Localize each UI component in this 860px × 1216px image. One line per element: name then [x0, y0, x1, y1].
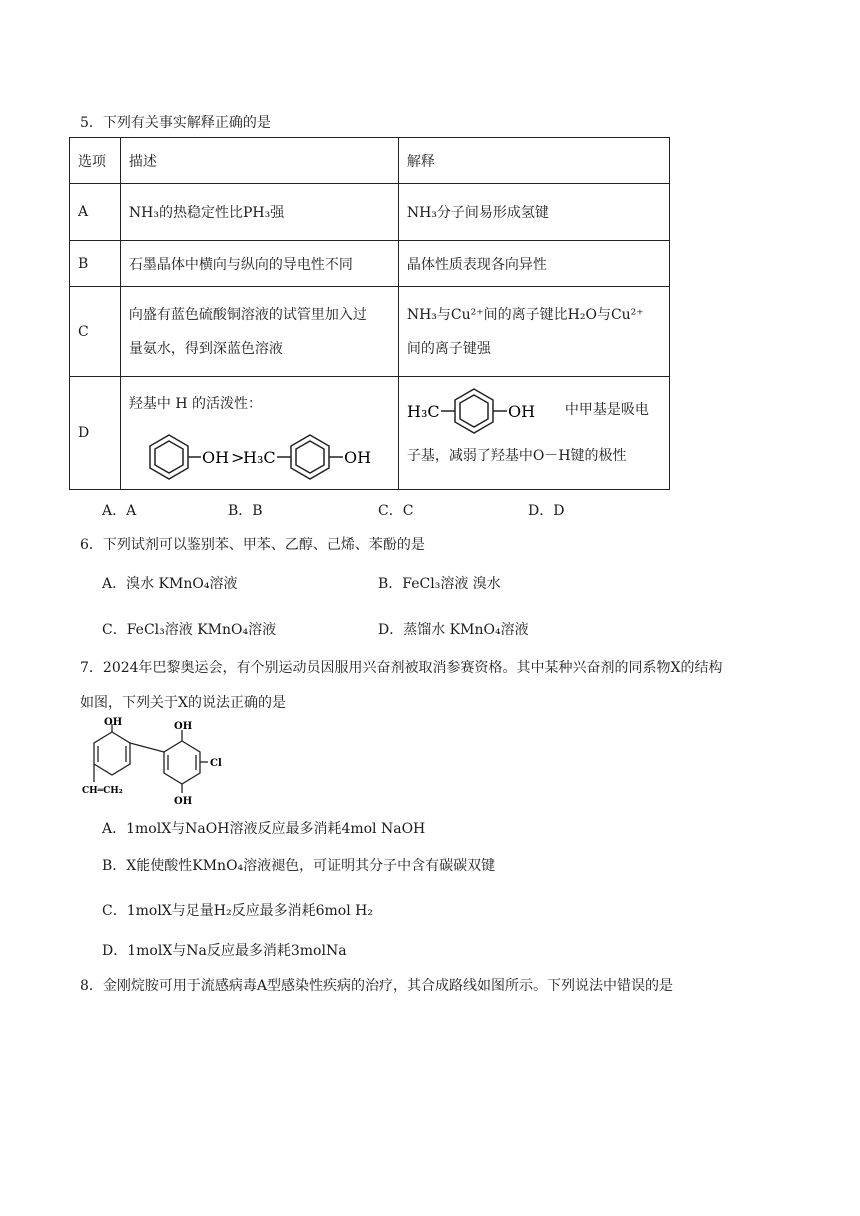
row-explanation [398, 377, 669, 490]
oh-label: OH [201, 448, 229, 467]
choice-a: A．1molX与NaOH溶液反应最多消耗4mol NaOH [102, 821, 426, 837]
choice-c: C．1molX与足量H₂反应最多消耗6mol H₂ [102, 903, 373, 919]
table-row [70, 287, 670, 377]
choice-b: B．B [228, 503, 263, 519]
row-description [120, 377, 398, 490]
benzene-ring-icon [291, 435, 329, 479]
choice-c: C．C [378, 503, 414, 519]
choice-d: D．1molX与Na反应最多消耗3molNa [102, 943, 347, 959]
q5-stem: 5．下列有关事实解释正确的是 [80, 115, 271, 131]
cl-label: Cl [210, 758, 222, 769]
benzene-ring-icon [150, 435, 188, 479]
expl-line: NH₃与Cu²⁺间的离子键比H₂O与Cu²⁺ [406, 306, 644, 323]
row-explanation: NH₃分子间易形成氢键 [398, 184, 669, 241]
choice-d: D．蒸馏水 KMnO₄溶液 [378, 622, 529, 638]
q6-stem: 6．下列试剂可以鉴别苯、甲苯、乙醇、己烯、苯酚的是 [80, 537, 425, 553]
desc-line: 向盛有蓝色硫酸铜溶液的试管里加入过 [128, 306, 367, 323]
header-description: 描述 [120, 138, 398, 184]
q7-stem-line2: 如图，下列关于X的说法正确的是 [80, 695, 286, 711]
h3c-label: H₃C [406, 402, 440, 421]
choice-a: A．A [102, 503, 137, 519]
row-option: A [70, 184, 121, 241]
vinyl-label: CH═CH₂ [82, 786, 123, 796]
left-ring-icon [94, 732, 130, 775]
row-description [120, 287, 398, 377]
table-row [70, 377, 670, 490]
oh-label: OH [174, 721, 193, 732]
choice-d: D．D [528, 503, 565, 519]
phenol-comparison-structure [127, 423, 389, 483]
q8-stem: 8．金刚烷胺可用于流感病毒A型感染性疾病的治疗，其合成路线如图所示。下列说法中错误的是 [80, 978, 674, 994]
benzene-ring-icon [455, 389, 493, 433]
q7-stem-line1: 7．2024年巴黎奥运会，有个别运动员因服用兴奋剂被取消参赛资格。其中某种兴奋剂的同系物X的结构 [80, 660, 723, 676]
h3c-label: H₃C [242, 448, 276, 467]
choice-c: C．FeCl₃溶液 KMnO₄溶液 [102, 622, 277, 638]
row-description: 石墨晶体中横向与纵向的导电性不同 [120, 241, 398, 287]
expl-line: 子基，减弱了羟基中O－H键的极性 [406, 448, 627, 464]
choice-a: A．溴水 KMnO₄溶液 [102, 576, 238, 592]
greater-than-label: > [230, 448, 245, 467]
oh-label: OH [174, 796, 193, 807]
header-explanation: 解释 [398, 138, 669, 184]
row-description: NH₃的热稳定性比PH₃强 [120, 184, 398, 241]
row-explanation [398, 287, 669, 377]
oh-label: OH [507, 402, 535, 421]
table-row [70, 241, 670, 287]
row-explanation: 晶体性质表现各向异性 [398, 241, 669, 287]
table-row [70, 184, 670, 241]
right-ring-icon [164, 741, 200, 784]
expl-suffix: 中甲基是吸电 [564, 402, 649, 418]
q5-table [69, 137, 670, 490]
choice-b: B．FeCl₃溶液 溴水 [378, 576, 501, 592]
row-option: B [70, 241, 121, 287]
row-option: C [70, 287, 121, 377]
p-cresol-structure [405, 381, 565, 437]
desc-line: 量氨水，得到深蓝色溶液 [128, 340, 283, 357]
expl-line: 间的离子键强 [406, 340, 491, 357]
row-option: D [70, 377, 121, 490]
header-option: 选项 [70, 138, 121, 184]
oh-label: OH [104, 717, 123, 728]
oh-label: OH [343, 448, 371, 467]
compound-x-structure [74, 716, 244, 808]
table-header-row [70, 138, 670, 184]
desc-line: 羟基中 H 的活泼性： [128, 396, 262, 412]
choice-b: B．X能使酸性KMnO₄溶液褪色，可证明其分子中含有碳碳双键 [102, 858, 496, 874]
